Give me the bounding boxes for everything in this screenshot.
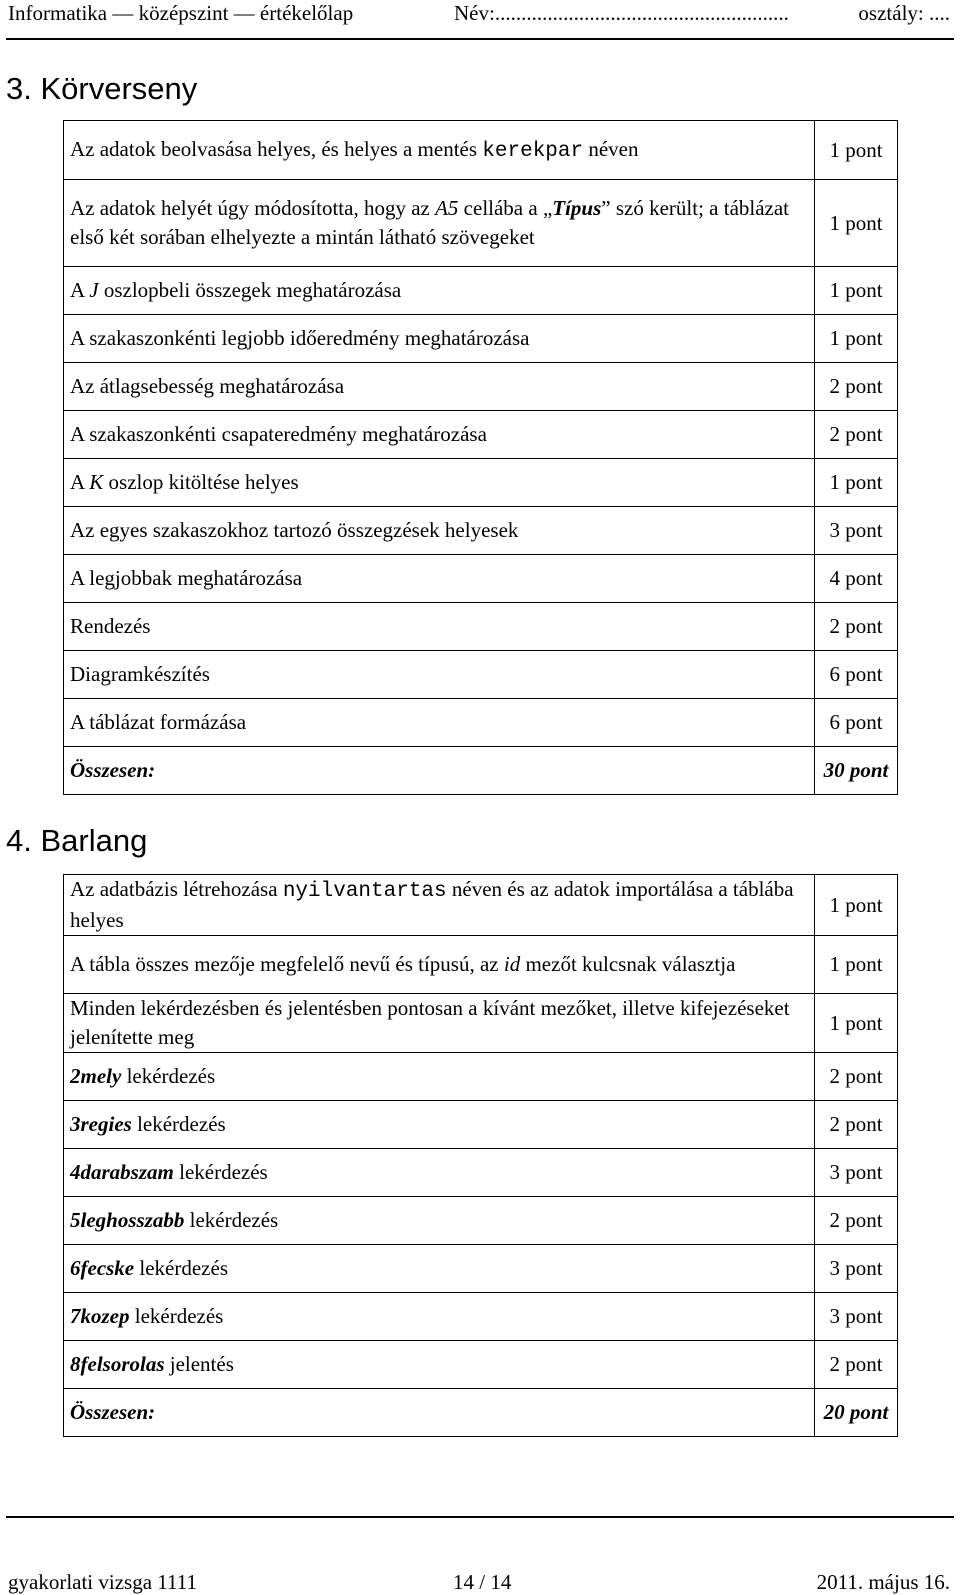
criterion-text: 5leghosszabb lekérdezés (64, 1197, 815, 1245)
table-row (64, 459, 898, 507)
criterion-points: 3 pont (815, 1245, 898, 1293)
footer-page-number: 14 / 14 (453, 1570, 512, 1594)
criterion-text: Diagramkészítés (64, 651, 815, 699)
table-row (64, 651, 898, 699)
criterion-points: 1 pont (815, 875, 898, 936)
total-label: Összesen: (64, 1389, 815, 1437)
table-row (64, 180, 898, 267)
criterion-text: A K oszlop kitöltése helyes (64, 459, 815, 507)
section-4-title: 4. Barlang (6, 823, 148, 858)
footer-exam-code: gyakorlati vizsga 1111 (8, 1570, 197, 1594)
criterion-text: Az átlagsebesség meghatározása (64, 363, 815, 411)
header-name-field: Név:........................................................ (454, 1, 789, 25)
total-points: 30 pont (815, 747, 898, 795)
table-row (64, 875, 898, 936)
header-subject: Informatika — középszint — értékelőlap (8, 1, 354, 25)
criterion-points: 2 pont (815, 1341, 898, 1389)
table-row (64, 1101, 898, 1149)
criterion-text: A szakaszonkénti csapateredmény meghatározása (64, 411, 815, 459)
table-row (64, 363, 898, 411)
table-row (64, 411, 898, 459)
criterion-points: 1 pont (815, 936, 898, 994)
table-row (64, 121, 898, 180)
criterion-text: 7kozep lekérdezés (64, 1293, 815, 1341)
criterion-points: 1 pont (815, 267, 898, 315)
criterion-points: 2 pont (815, 1101, 898, 1149)
criterion-points: 2 pont (815, 363, 898, 411)
file-name-code: kerekpar (482, 139, 584, 163)
table-row (64, 555, 898, 603)
section-4-score-table (63, 874, 898, 1437)
criterion-points: 6 pont (815, 699, 898, 747)
criterion-text: 3regies lekérdezés (64, 1101, 815, 1149)
criterion-text: A legjobbak meghatározása (64, 555, 815, 603)
criterion-text: Az adatbázis létrehozása nyilvantartas néven és az adatok importálása a táblába helyes (64, 875, 815, 936)
criterion-points: 2 pont (815, 1053, 898, 1101)
criterion-points: 3 pont (815, 1293, 898, 1341)
criterion-text: Az egyes szakaszokhoz tartozó összegzések helyesek (64, 507, 815, 555)
table-row (64, 1197, 898, 1245)
criterion-points: 4 pont (815, 555, 898, 603)
table-row (64, 315, 898, 363)
criterion-text: Rendezés (64, 603, 815, 651)
criterion-points: 3 pont (815, 507, 898, 555)
criterion-points: 1 pont (815, 180, 898, 267)
table-row (64, 994, 898, 1053)
criterion-points: 2 pont (815, 411, 898, 459)
criterion-text: 8felsorolas jelentés (64, 1341, 815, 1389)
total-points: 20 pont (815, 1389, 898, 1437)
criterion-text: Az adatok beolvasása helyes, és helyes a mentés kerekpar néven (64, 121, 815, 180)
criterion-text: Minden lekérdezésben és jelentésben pontosan a kívánt mezőket, illetve kifejezéseket jelenítette meg (64, 994, 815, 1053)
criterion-text: 4darabszam lekérdezés (64, 1149, 815, 1197)
table-row (64, 1341, 898, 1389)
criterion-text: Az adatok helyét úgy módosította, hogy az A5 cellába a „Típus” szó került; a táblázat első két sorában elhelyezte a mintán látható szövegeket (64, 180, 815, 267)
table-row (64, 1245, 898, 1293)
criterion-text: A tábla összes mezője megfelelő nevű és típusú, az id mezőt kulcsnak választja (64, 936, 815, 994)
table-row (64, 1149, 898, 1197)
table-row (64, 603, 898, 651)
page-footer (6, 1516, 954, 1594)
criterion-text: A szakaszonkénti legjobb időeredmény meghatározása (64, 315, 815, 363)
table-row (64, 1293, 898, 1341)
section-3-title: 3. Körverseny (6, 71, 198, 106)
database-name-code: nyilvantartas (282, 880, 447, 903)
criterion-points: 1 pont (815, 121, 898, 180)
criterion-points: 1 pont (815, 315, 898, 363)
criterion-text: 2mely lekérdezés (64, 1053, 815, 1101)
criterion-points: 2 pont (815, 603, 898, 651)
criterion-points: 3 pont (815, 1149, 898, 1197)
table-row (64, 1053, 898, 1101)
header-class-field: osztály: .... (858, 1, 950, 25)
criterion-points: 1 pont (815, 994, 898, 1053)
criterion-text: 6fecske lekérdezés (64, 1245, 815, 1293)
page-header (6, 0, 954, 40)
table-row (64, 699, 898, 747)
section-3-score-table (63, 120, 898, 795)
criterion-points: 6 pont (815, 651, 898, 699)
total-row (64, 747, 898, 795)
criterion-text: A J oszlopbeli összegek meghatározása (64, 267, 815, 315)
criterion-points: 2 pont (815, 1197, 898, 1245)
criterion-points: 1 pont (815, 459, 898, 507)
total-row (64, 1389, 898, 1437)
footer-date: 2011. május 16. (816, 1570, 950, 1594)
table-row (64, 507, 898, 555)
criterion-text: A táblázat formázása (64, 699, 815, 747)
table-row (64, 936, 898, 994)
table-row (64, 267, 898, 315)
total-label: Összesen: (64, 747, 815, 795)
